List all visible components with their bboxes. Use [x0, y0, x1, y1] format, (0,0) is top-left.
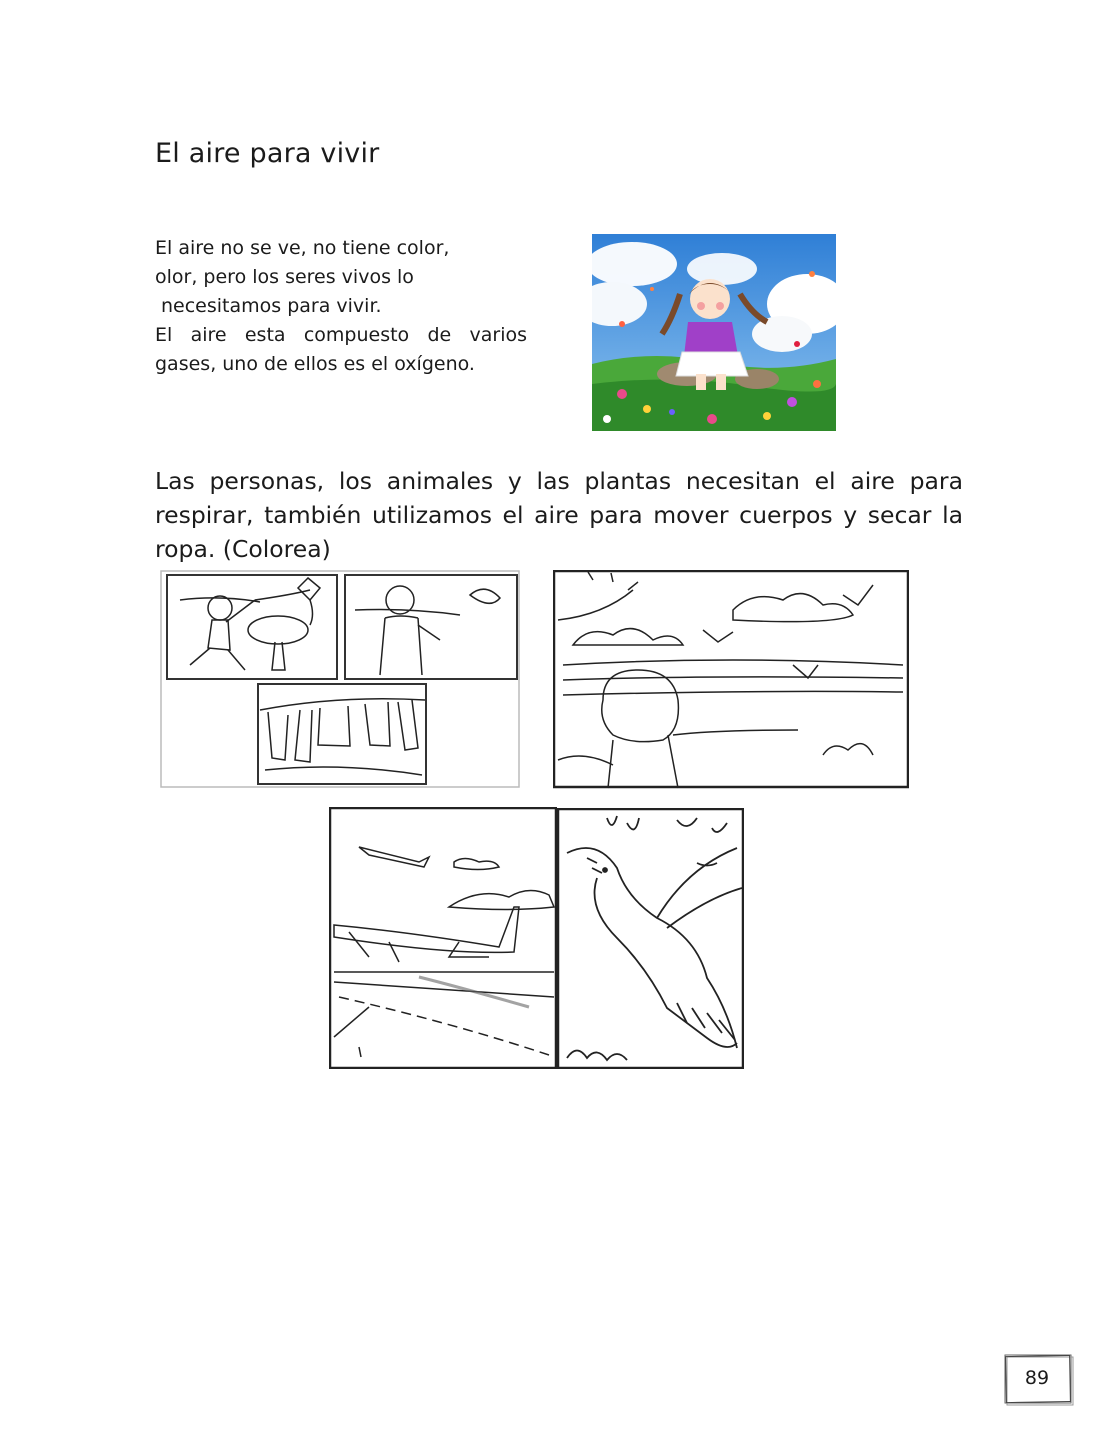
- page-number-frame: [1004, 1354, 1074, 1406]
- wind-uses-coloring-image: [160, 570, 520, 788]
- intro-line: El aire esta compuesto de varios: [155, 324, 527, 346]
- page-title: El aire para vivir: [155, 138, 380, 169]
- intro-paragraph: [155, 234, 527, 379]
- page-number: 89: [1024, 1367, 1050, 1389]
- intro-line: El aire no se ve, no tiene color,: [155, 237, 450, 259]
- main-line: Las personas, los animales y las plantas necesitan el aire para: [155, 467, 963, 495]
- dove-coloring-image: [557, 808, 744, 1069]
- airplanes-coloring-image: [329, 807, 557, 1069]
- child-in-wind-coloring-image: [553, 570, 909, 789]
- main-line: ropa. (Colorea): [155, 535, 331, 563]
- intro-line: olor, pero los seres vivos lo: [155, 266, 414, 288]
- main-paragraph: [155, 464, 963, 566]
- girl-in-meadow-illustration: [592, 234, 836, 431]
- intro-line: gases, uno de ellos es el oxígeno.: [155, 353, 475, 375]
- intro-line: necesitamos para vivir.: [161, 295, 382, 317]
- main-line: respirar, también utilizamos el aire para mover cuerpos y secar la: [155, 501, 963, 529]
